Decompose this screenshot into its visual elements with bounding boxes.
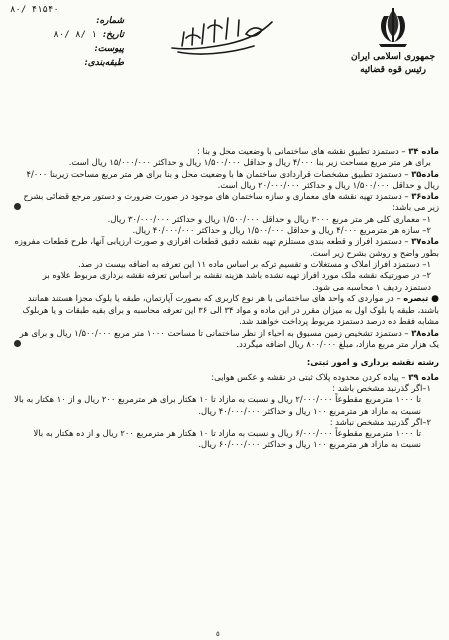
number-label: شماره: <box>96 16 124 26</box>
basmala-calligraphy <box>168 8 276 60</box>
org-title-line: رئیس قوه قضائیه <box>360 65 426 75</box>
attachment-label: پیوست: <box>94 44 124 54</box>
article-text: – در مواردی که واحد های ساختمانی با هر نوع کاربری که بصورت آپارتمان، طبقه یا بلوک مجزا هستند همانند باشند، طبقه یا بلوک اول به میزان مقرر در این ماده و مواد ۳۴ الی ۳۶ این تعرفه محاسبه و برای بقیه طبقات و یا هربلوک مشابه فقط ده درصد دستمزد مربوط پرداخت خواهند شد. <box>22 292 439 327</box>
article-title: ماده ۳۹ <box>408 371 439 382</box>
article-title: ماده۳۷ <box>411 236 439 247</box>
article-text: – دستمزد تشخیص زمین مسبوق به احیاء از نظر ساختمانی تا مساحت ۱۰۰۰ متر مربع ۱/۵۰۰/۰۰۰ ریال و برای هر یک هزار متر مربع مازاد، مبلغ ۸۰۰/۰۰۰ ریال اضافه میگردد. <box>19 327 439 350</box>
article-text: – دستمزد تطبیق نقشه های ساختمانی با وضعیت محل و بنا : <box>197 146 409 156</box>
clause-paragraph: ۱–اگر گذرنبد مشخص باشد : <box>332 382 431 393</box>
article-title: ماده۳۵ <box>411 168 439 179</box>
clause-paragraph: تا ۱۰۰۰ مترمربع مقطوعاً ۲/۰۰۰/۰۰۰ ریال و نسبت به مازاد تا ۱۰ هکتار برای هر مترمربع ۲۰۰ ریال و از ۱۰ هکتار به بالا نسبت به مازاد هر مترمربع ۱۰۰ ریال و حداکثر ۴۰/۰۰۰/۰۰۰ ریال. <box>14 394 421 416</box>
article-paragraph <box>14 191 439 214</box>
article-paragraph <box>14 146 439 157</box>
section-heading: رشته نقشه برداری و امور ثبتی: <box>306 357 439 368</box>
iran-emblem-icon <box>373 6 413 50</box>
page-number: ٥ <box>216 630 220 638</box>
punch-hole <box>14 203 21 210</box>
clause-paragraph: ۲–اگر گذرنبد مشخص نباشد : <box>329 416 431 427</box>
article-text: – دستمزد افراز و قطعه بندی مستلزم تهیه نقشه دقیق قطعات افرازی و صورت ارزیابی آنها، طرح قطعات مفروزه بطور واضح و روشن بشرح زیر است. <box>14 236 439 258</box>
note-paragraph <box>14 293 439 328</box>
clause-paragraph: ۱– معماری کلی هر متر مربع ۳۰۰۰ ریال و حداقل ۱/۵۰۰/۰۰۰ ریال و حداکثر ۳۰/۰۰۰/۰۰۰ ریال. <box>107 213 431 224</box>
clause-paragraph: ۲– سازه هر مترمربع ۴/۰۰۰ ریال و حداقل ۱/۵۰۰/۰۰۰ ریال و حداکثر ۴۰/۰۰۰/۰۰۰ ریال. <box>132 225 431 236</box>
classification-label: طبقه‌بندی: <box>84 58 124 68</box>
clause-paragraph: برای هر متر مربع مساحت زیر بنا ۴/۰۰۰ ریال و حداقل ۱/۵۰۰/۰۰۰ ریال و حداکثر ۱۵/۰۰۰/۰۰۰ ریال است. <box>68 157 431 168</box>
reference-stamp: ۸۰/ ۴۱۵۴۰ <box>10 5 59 15</box>
org-name-line: جمهوری اسلامی ایران <box>350 52 436 62</box>
number-row <box>6 16 124 30</box>
attachment-row <box>6 44 124 58</box>
article-text: – دستمزد تهیه نقشه های معماری و سازه ساختمان های موجود در صورت ضرورت و دستور مرجع قضائی بشرح زیر می باشد: <box>23 191 439 213</box>
letterhead-emblem-block <box>347 6 439 77</box>
article-title: ماده۳۸ <box>411 327 439 338</box>
spacer <box>14 350 439 355</box>
article-text: – پیاده کردن محدوده پلاک ثبتی در نقشه و عکس هوایی: <box>211 371 409 382</box>
clause-paragraph: تا ۱۰۰۰ مترمربع مقطوعاً ۶/۰۰۰/۰۰۰ ریال و نسبت به مازاد تا ۱۰ هکتار هر مترمربع ۲۰۰ ریال و از ده هکتار به بالا نسبت به مازاد هر مترمربع ۱۰۰ ریال و حداکثر ۶۰/۰۰۰/۰۰۰ ریال. <box>33 428 421 450</box>
date-label: تاریخ: <box>102 30 124 40</box>
clause-paragraph: ۲– در صورتیکه نقشه ملک مورد افراز تهیه نشده باشد هزینه نقشه بر اساس تعرفه نقشه برداری مربوط علاوه بر دستمزد ردیف ۱ محاسبه می شود. <box>42 270 431 292</box>
article-paragraph <box>14 372 439 383</box>
article-paragraph <box>14 328 439 351</box>
article-title: تبصره <box>403 292 429 303</box>
article-title: ماده۳۶ <box>411 191 439 202</box>
document-body <box>14 146 439 451</box>
clause-paragraph: ۱– دستمزد افراز املاک و مستغلات و تقسیم ترکه بر اساس ماده ۱۱ این تعرفه به اضافه بیست در صد. <box>78 258 431 269</box>
date-value: ۸۰/ ۸/ ۱ <box>53 30 97 40</box>
article-paragraph <box>14 236 439 259</box>
article-title: ماده ۳۴ <box>408 146 439 156</box>
bullet-icon: ● <box>428 293 439 304</box>
punch-hole <box>14 340 21 347</box>
letter-meta-block <box>6 4 124 72</box>
classification-row <box>6 58 124 72</box>
article-text: – دستمزد تطبیق مشخصات قراردادی ساختمان ها با وضعیت محل و بنا برای هر متر مربع مساحت زیربنا ۴/۰۰۰ ریال و حداقل ۱/۵۰۰/۰۰۰ ریال و حداکثر ۲۰/۰۰۰/۰۰۰ ریال است. <box>26 168 439 190</box>
article-paragraph <box>14 169 439 192</box>
date-row <box>6 30 124 44</box>
